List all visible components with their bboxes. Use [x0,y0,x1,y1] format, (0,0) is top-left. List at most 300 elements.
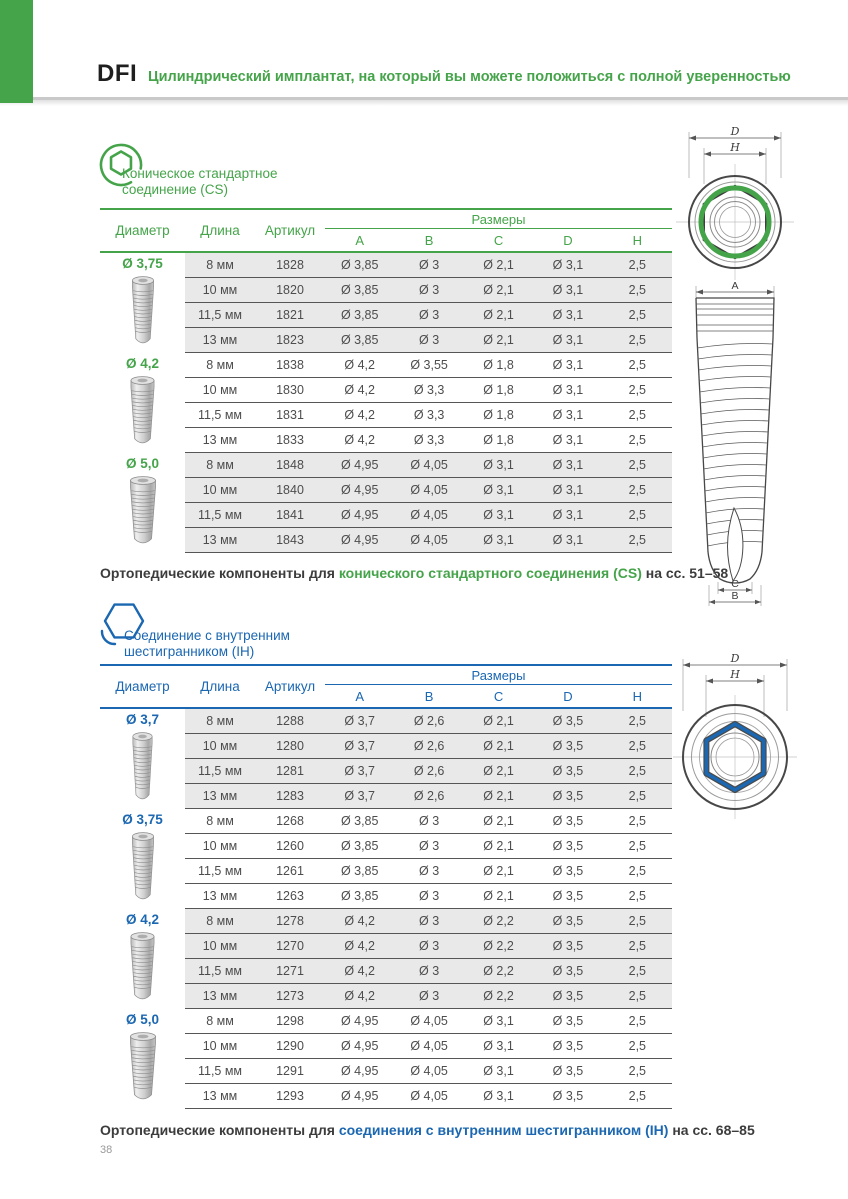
size-a-cell: Ø 4,95 [340,458,379,472]
length-cell: 11,5 мм [197,764,243,778]
size-c-cell: Ø 1,8 [483,408,514,422]
size-a-cell: Ø 3,85 [340,258,379,272]
dim-label-a: A [731,282,739,292]
length-cell: 8 мм [206,258,234,272]
size-d-cell: Ø 3,5 [552,1039,584,1053]
size-h-cell: 2,5 [628,1064,647,1078]
size-d-cell: Ø 3,5 [552,1014,584,1028]
size-a-cell: Ø 4,95 [340,1064,379,1078]
length-cell: 11,5 мм [197,964,243,978]
article-cell: 1833 [276,433,304,447]
size-b-cell: Ø 3,3 [413,383,445,397]
diameter-label: Ø 5,0 [125,1012,160,1027]
diameter-group [100,253,672,353]
size-d-cell: Ø 3,5 [552,989,584,1003]
size-b-cell: Ø 3 [419,939,440,953]
ih-table [100,664,672,1109]
size-c-cell: Ø 3,1 [483,483,514,497]
dim-label-b: B [731,590,739,602]
size-d-cell: Ø 3,5 [552,964,584,978]
size-b-cell: Ø 4,05 [410,1039,448,1053]
size-d-cell: Ø 3,5 [552,1064,584,1078]
diameter-cell [100,809,185,909]
length-cell: 13 мм [202,533,238,547]
implant-photo [126,830,160,904]
size-a-cell: Ø 3,7 [344,764,375,778]
size-a-cell: Ø 4,2 [344,433,375,447]
size-b-cell: Ø 4,05 [410,533,448,547]
size-b-cell: Ø 4,05 [410,508,448,522]
size-h-cell: 2,5 [628,408,647,422]
diameter-group [100,709,672,809]
article-cell: 1840 [276,483,304,497]
footnote-prefix: Ортопедические компоненты для [100,1122,339,1138]
implant-photo [124,930,161,1004]
dim-label-h: H [730,141,740,154]
implant-photo [123,474,163,548]
size-a-cell: Ø 3,85 [340,283,379,297]
diameter-group [100,353,672,453]
length-cell: 8 мм [206,714,234,728]
size-h-cell: 2,5 [628,964,647,978]
size-d-cell: Ø 3,5 [552,1089,584,1103]
table-header [100,208,672,253]
size-h-cell: 2,5 [628,889,647,903]
size-d-cell: Ø 3,5 [552,889,584,903]
size-b-cell: Ø 2,6 [413,714,445,728]
size-a-cell: Ø 3,7 [344,739,375,753]
table-row [185,1059,672,1084]
size-b-cell: Ø 3,3 [413,433,445,447]
size-b-cell: Ø 4,05 [410,1089,448,1103]
length-cell: 8 мм [206,914,234,928]
table-row [185,759,672,784]
size-b-cell: Ø 3,3 [413,408,445,422]
size-d-cell: Ø 3,5 [552,739,584,753]
size-h-cell: 2,5 [628,714,647,728]
size-h-cell: 2,5 [628,1089,647,1103]
footnote-suffix: на сс. 68–85 [668,1122,755,1138]
size-letters-row [325,685,672,707]
size-a-cell: Ø 3,85 [340,308,379,322]
article-cell: 1278 [276,914,304,928]
column-header-length: Длина [200,223,240,238]
size-c-cell: Ø 2,1 [483,864,514,878]
size-a-cell: Ø 4,2 [344,914,375,928]
article-cell: 1838 [276,358,304,372]
sizes-header-block [325,666,672,707]
size-h-cell: 2,5 [628,258,647,272]
size-a-cell: Ø 4,2 [344,408,375,422]
size-c-cell: Ø 3,1 [483,533,514,547]
size-c-cell: Ø 3,1 [483,1089,514,1103]
table-row [185,809,672,834]
size-b-cell: Ø 2,6 [413,739,445,753]
diameter-label: Ø 4,2 [125,356,160,371]
sizes-header-block [325,210,672,251]
page-number: 38 [100,1144,113,1156]
article-cell: 1288 [276,714,304,728]
size-b-cell: Ø 3 [419,839,440,853]
table-row [185,353,672,378]
dim-label-d: D [730,126,740,138]
size-b-cell: Ø 3 [419,258,440,272]
column-header-size-a: A [355,688,365,704]
length-cell: 13 мм [202,1089,238,1103]
size-a-cell: Ø 3,85 [340,864,379,878]
length-cell: 11,5 мм [197,408,243,422]
diameter-label: Ø 3,75 [122,812,163,827]
size-c-cell: Ø 1,8 [483,358,514,372]
diameter-cell [100,909,185,1009]
size-h-cell: 2,5 [628,383,647,397]
size-d-cell: Ø 3,1 [552,533,584,547]
length-cell: 10 мм [202,939,238,953]
table-row [185,328,672,353]
size-h-cell: 2,5 [628,739,647,753]
table-row [185,834,672,859]
diameter-group [100,809,672,909]
length-cell: 11,5 мм [197,308,243,322]
article-cell: 1281 [276,764,304,778]
dim-label-c: C [731,578,739,590]
size-c-cell: Ø 2,1 [483,258,514,272]
footnote-prefix: Ортопедические компоненты для [100,565,339,581]
cs-footnote [100,565,728,581]
length-cell: 13 мм [202,889,238,903]
size-d-cell: Ø 3,5 [552,864,584,878]
article-cell: 1831 [276,408,304,422]
size-h-cell: 2,5 [628,533,647,547]
table-row [185,303,672,328]
size-c-cell: Ø 2,1 [483,889,514,903]
size-a-cell: Ø 3,85 [340,839,379,853]
diameter-group [100,1009,672,1109]
diameter-cell [100,253,185,353]
size-a-cell: Ø 3,7 [344,714,375,728]
footnote-highlight: соединения с внутренним шестигранником (IH) [338,1122,669,1138]
table-row [185,503,672,528]
length-cell: 11,5 мм [197,508,243,522]
column-header-diameter: Диаметр [115,223,170,238]
section-title-line1: Коническое стандартное [122,166,278,181]
size-c-cell: Ø 3,1 [483,1014,514,1028]
length-cell: 8 мм [206,814,234,828]
size-c-cell: Ø 2,1 [483,333,514,347]
column-header-size-h: H [632,688,643,704]
length-cell: 10 мм [202,839,238,853]
table-row [185,528,672,553]
article-cell: 1823 [276,333,304,347]
article-cell: 1290 [276,1039,304,1053]
size-c-cell: Ø 3,1 [483,1064,514,1078]
column-header-size-a: A [355,232,365,248]
size-d-cell: Ø 3,1 [552,433,584,447]
implant-photo [123,1030,163,1104]
size-h-cell: 2,5 [628,864,647,878]
size-a-cell: Ø 4,95 [340,1089,379,1103]
article-cell: 1271 [276,964,304,978]
size-a-cell: Ø 3,7 [344,789,375,803]
size-c-cell: Ø 2,1 [483,283,514,297]
cs-table [100,208,672,553]
column-header-size-c: C [493,688,504,704]
cs-top-view-diagram [668,126,828,306]
size-h-cell: 2,5 [628,308,647,322]
size-d-cell: Ø 3,1 [552,333,584,347]
article-cell: 1848 [276,458,304,472]
size-c-cell: Ø 3,1 [483,508,514,522]
size-a-cell: Ø 4,95 [340,1039,379,1053]
diameter-cell [100,453,185,553]
size-b-cell: Ø 3,55 [410,358,448,372]
table-row [185,403,672,428]
table-row [185,984,672,1009]
size-h-cell: 2,5 [628,458,647,472]
size-b-cell: Ø 2,6 [413,764,445,778]
implant-photo [127,730,158,804]
size-b-cell: Ø 3 [419,964,440,978]
diameter-cell [100,1009,185,1109]
article-cell: 1841 [276,508,304,522]
accent-stripe [0,0,33,103]
dim-label-d: D [730,653,740,665]
size-h-cell: 2,5 [628,283,647,297]
size-a-cell: Ø 3,85 [340,814,379,828]
size-h-cell: 2,5 [628,1014,647,1028]
size-c-cell: Ø 1,8 [483,383,514,397]
table-row [185,784,672,809]
size-c-cell: Ø 2,1 [483,714,514,728]
length-cell: 8 мм [206,458,234,472]
article-cell: 1298 [276,1014,304,1028]
size-d-cell: Ø 3,1 [552,483,584,497]
size-a-cell: Ø 4,2 [344,383,375,397]
size-c-cell: Ø 2,1 [483,308,514,322]
section-title-line1: Соединение с внутренним [124,628,290,643]
diameter-group [100,453,672,553]
size-c-cell: Ø 2,2 [483,914,514,928]
size-b-cell: Ø 4,05 [410,1014,448,1028]
size-a-cell: Ø 4,95 [340,533,379,547]
size-h-cell: 2,5 [628,914,647,928]
implant-photo [126,274,160,348]
table-row [185,709,672,734]
length-cell: 10 мм [202,483,238,497]
diameter-label: Ø 5,0 [125,456,160,471]
ih-footnote [100,1122,755,1138]
table-row [185,859,672,884]
length-cell: 10 мм [202,1039,238,1053]
section-title-line2: шестигранником (IH) [124,644,255,659]
size-a-cell: Ø 4,95 [340,508,379,522]
size-a-cell: Ø 4,2 [344,989,375,1003]
article-cell: 1273 [276,989,304,1003]
size-a-cell: Ø 3,85 [340,333,379,347]
length-cell: 10 мм [202,739,238,753]
article-cell: 1263 [276,889,304,903]
table-row [185,909,672,934]
size-c-cell: Ø 3,1 [483,458,514,472]
size-c-cell: Ø 2,1 [483,839,514,853]
size-a-cell: Ø 4,95 [340,1014,379,1028]
column-header-size-b: B [424,688,434,704]
size-h-cell: 2,5 [628,433,647,447]
column-header-size-h: H [632,232,643,248]
article-cell: 1843 [276,533,304,547]
length-cell: 8 мм [206,358,234,372]
size-d-cell: Ø 3,5 [552,914,584,928]
size-d-cell: Ø 3,1 [552,358,584,372]
size-d-cell: Ø 3,1 [552,283,584,297]
length-cell: 10 мм [202,383,238,397]
table-row [185,1034,672,1059]
size-d-cell: Ø 3,1 [552,258,584,272]
size-c-cell: Ø 2,1 [483,739,514,753]
table-row [185,453,672,478]
size-c-cell: Ø 3,1 [483,1039,514,1053]
column-header-sizes: Размеры [325,210,672,229]
size-c-cell: Ø 2,2 [483,939,514,953]
length-cell: 8 мм [206,1014,234,1028]
size-c-cell: Ø 2,1 [483,789,514,803]
diameter-label: Ø 4,2 [125,912,160,927]
size-c-cell: Ø 2,2 [483,964,514,978]
article-cell: 1270 [276,939,304,953]
article-cell: 1293 [276,1089,304,1103]
diameter-cell [100,709,185,809]
diameter-label: Ø 3,75 [122,256,163,271]
length-cell: 10 мм [202,283,238,297]
size-h-cell: 2,5 [628,989,647,1003]
size-b-cell: Ø 3 [419,308,440,322]
column-header-size-c: C [493,232,504,248]
section-title [122,166,277,198]
size-h-cell: 2,5 [628,789,647,803]
size-b-cell: Ø 3 [419,914,440,928]
article-cell: 1283 [276,789,304,803]
diameter-group [100,909,672,1009]
size-c-cell: Ø 2,2 [483,989,514,1003]
size-c-cell: Ø 2,1 [483,764,514,778]
dim-label-h: H [730,668,740,681]
size-h-cell: 2,5 [628,814,647,828]
size-a-cell: Ø 3,85 [340,889,379,903]
size-d-cell: Ø 3,5 [552,764,584,778]
size-d-cell: Ø 3,1 [552,408,584,422]
size-a-cell: Ø 4,2 [344,939,375,953]
size-h-cell: 2,5 [628,839,647,853]
size-letters-row [325,229,672,251]
size-a-cell: Ø 4,2 [344,964,375,978]
size-h-cell: 2,5 [628,764,647,778]
length-cell: 13 мм [202,989,238,1003]
size-h-cell: 2,5 [628,358,647,372]
length-cell: 11,5 мм [197,864,243,878]
table-row [185,734,672,759]
size-d-cell: Ø 3,1 [552,458,584,472]
column-header-sizes: Размеры [325,666,672,685]
size-c-cell: Ø 1,8 [483,433,514,447]
size-d-cell: Ø 3,5 [552,714,584,728]
column-header-length: Длина [200,679,240,694]
size-b-cell: Ø 3 [419,333,440,347]
size-b-cell: Ø 4,05 [410,458,448,472]
article-cell: 1821 [276,308,304,322]
size-d-cell: Ø 3,5 [552,814,584,828]
article-cell: 1830 [276,383,304,397]
size-d-cell: Ø 3,1 [552,308,584,322]
article-cell: 1261 [276,864,304,878]
table-row [185,1009,672,1034]
size-a-cell: Ø 4,95 [340,483,379,497]
table-header [100,664,672,709]
size-h-cell: 2,5 [628,483,647,497]
length-cell: 13 мм [202,333,238,347]
article-cell: 1820 [276,283,304,297]
length-cell: 11,5 мм [197,1064,243,1078]
column-header-article: Артикул [264,223,316,238]
size-h-cell: 2,5 [628,939,647,953]
implant-photo [124,374,161,448]
length-cell: 13 мм [202,433,238,447]
article-cell: 1828 [276,258,304,272]
size-b-cell: Ø 3 [419,283,440,297]
article-cell: 1268 [276,814,304,828]
article-cell: 1280 [276,739,304,753]
product-tagline: Цилиндрический имплантат, на который вы можете положиться с полной уверенностью [148,69,791,85]
size-d-cell: Ø 3,5 [552,789,584,803]
diameter-label: Ø 3,7 [125,712,160,727]
size-h-cell: 2,5 [628,1039,647,1053]
section-title [124,628,290,660]
table-row [185,428,672,453]
size-d-cell: Ø 3,1 [552,508,584,522]
size-c-cell: Ø 2,1 [483,814,514,828]
length-cell: 13 мм [202,789,238,803]
column-header-article: Артикул [264,679,316,694]
size-a-cell: Ø 4,2 [344,358,375,372]
section-title-line2: соединение (CS) [122,182,229,197]
size-h-cell: 2,5 [628,508,647,522]
table-row [185,1084,672,1109]
implant-side-view-diagram [670,282,802,607]
article-cell: 1291 [276,1064,304,1078]
footnote-suffix: на сс. 51–58 [641,565,729,581]
table-row [185,884,672,909]
article-cell: 1260 [276,839,304,853]
size-b-cell: Ø 4,05 [410,483,448,497]
product-name: DFI [97,60,138,87]
table-row [185,934,672,959]
size-d-cell: Ø 3,5 [552,939,584,953]
table-row [185,959,672,984]
size-b-cell: Ø 3 [419,889,440,903]
size-b-cell: Ø 3 [419,814,440,828]
column-header-diameter: Диаметр [115,679,170,694]
header-divider [0,97,848,100]
size-b-cell: Ø 4,05 [410,1064,448,1078]
table-row [185,278,672,303]
column-header-size-b: B [424,232,434,248]
size-b-cell: Ø 2,6 [413,789,445,803]
diameter-cell [100,353,185,453]
size-d-cell: Ø 3,5 [552,839,584,853]
size-b-cell: Ø 3 [419,864,440,878]
table-row [185,253,672,278]
size-b-cell: Ø 3 [419,989,440,1003]
table-row [185,378,672,403]
